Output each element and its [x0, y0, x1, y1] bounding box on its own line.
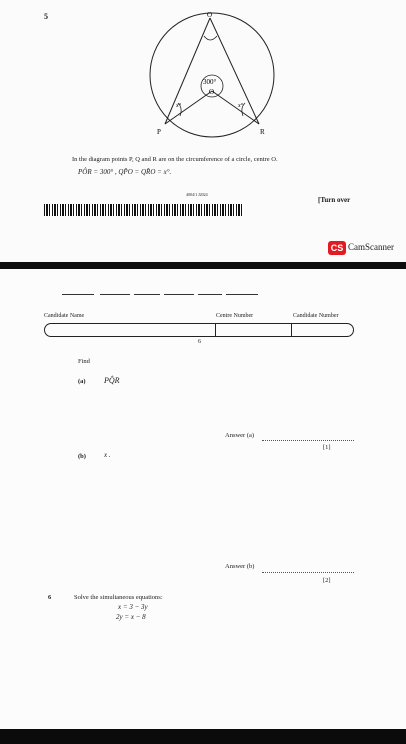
- turn-over: [Turn over: [318, 196, 351, 204]
- radius-or: [212, 91, 259, 124]
- label-p: P: [157, 128, 161, 136]
- chord-qr: [210, 18, 259, 124]
- page-number: 6: [198, 339, 201, 345]
- barcode: [44, 204, 244, 216]
- label-angle-300: 300°: [203, 78, 217, 86]
- exam-page-bottom: [0, 269, 406, 729]
- q6-equation-1: x = 3 − 3y: [118, 603, 148, 611]
- q6-equation-2: 2y = x − 8: [116, 613, 146, 621]
- candidate-name-label: Candidate Name: [44, 313, 85, 319]
- answer-b-label: Answer (b): [225, 563, 255, 570]
- header-dash: [134, 294, 160, 295]
- part-a-marks: [1]: [323, 444, 331, 451]
- answer-b-line[interactable]: [262, 572, 354, 573]
- header-dash: [226, 294, 258, 295]
- angle-arc-q: [204, 36, 217, 40]
- statement-line-2: PÔR = 300° , QP̂O = QR̂O = x°.: [78, 168, 172, 176]
- label-x-left: x°: [176, 103, 182, 109]
- part-a-expression: PQ̂R: [104, 376, 120, 385]
- find-label: Find: [78, 358, 90, 365]
- box-separator: [291, 324, 292, 336]
- label-o-centre: O: [209, 88, 215, 96]
- part-a-label: (a): [78, 378, 86, 385]
- header-dash: [164, 294, 194, 295]
- exam-page-top: [0, 0, 406, 262]
- camscanner-name: CamScanner: [348, 242, 394, 252]
- header-dash: [62, 294, 94, 295]
- part-b-label: (b): [78, 453, 86, 460]
- question-number: 5: [44, 12, 48, 21]
- part-b-marks: [2]: [323, 577, 331, 584]
- label-r: R: [260, 128, 265, 136]
- candidate-number-label: Candidate Number: [293, 313, 339, 319]
- label-o-top: O: [207, 11, 213, 19]
- statement-line-1: In the diagram points P, Q and R are on the circumference of a circle, centre O.: [72, 156, 278, 163]
- header-dash: [100, 294, 130, 295]
- label-x-right: x°: [238, 103, 244, 109]
- page-divider: [0, 262, 406, 269]
- centre-number-label: Centre Number: [216, 313, 254, 319]
- answer-a-label: Answer (a): [225, 432, 255, 439]
- paper-code: 4004/1 J2024: [186, 192, 208, 197]
- circle-diagram: [0, 0, 406, 262]
- camscanner-logo: CS: [328, 241, 346, 255]
- candidate-details-box[interactable]: [44, 323, 354, 337]
- q6-instruction: Solve the simultaneous equations:: [74, 594, 163, 601]
- answer-a-line[interactable]: [262, 440, 354, 441]
- box-separator: [215, 324, 216, 336]
- part-b-expression: x .: [104, 451, 111, 459]
- bottom-bar: [0, 729, 406, 744]
- q6-number: 6: [48, 594, 52, 601]
- header-dash: [198, 294, 222, 295]
